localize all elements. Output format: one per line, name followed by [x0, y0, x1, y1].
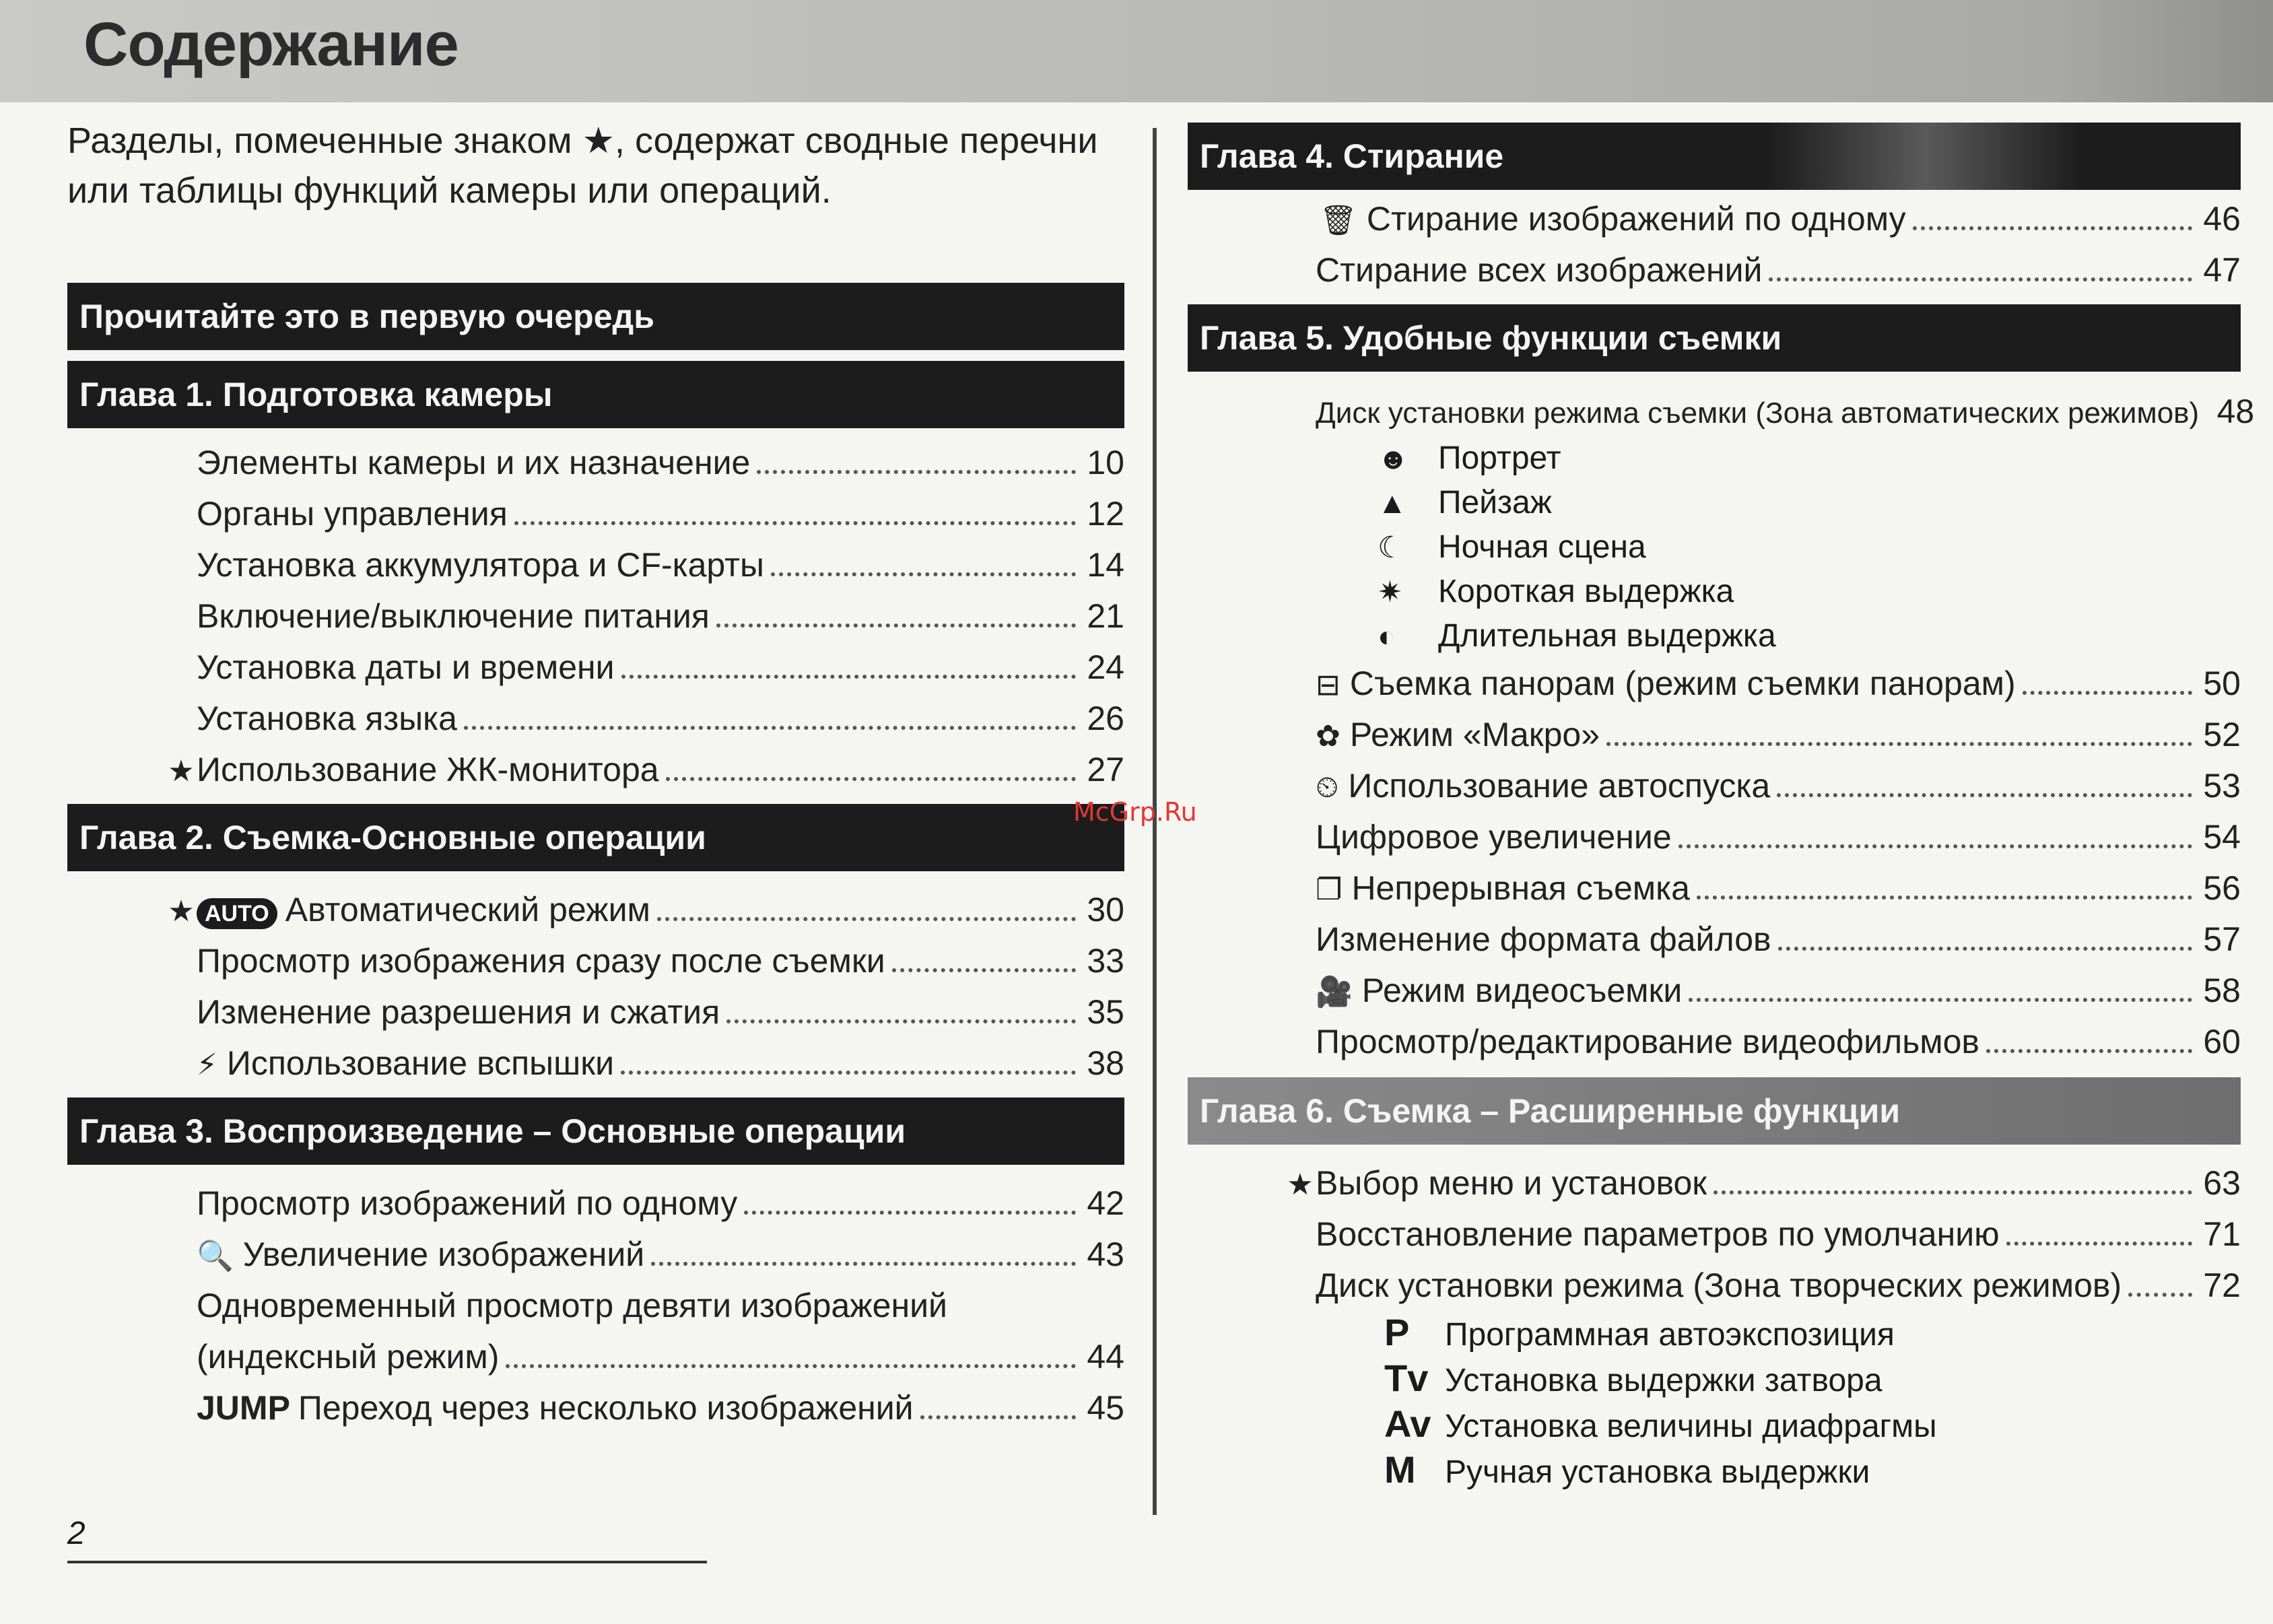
toc-entry[interactable] [1316, 246, 2241, 294]
sub-label: Ночная сцена [1438, 529, 1646, 565]
toc-page: 45 [1087, 1389, 1124, 1427]
toc-page: 10 [1087, 444, 1124, 481]
portrait-icon: ☻ [1378, 442, 1409, 475]
night-scene-icon: ☾ [1378, 531, 1404, 564]
sub-item [1378, 570, 1734, 614]
dot-leader [920, 1415, 1076, 1419]
toc-label: Просмотр/редактирование видеофильмов [1316, 1023, 1979, 1060]
mode-item [1384, 1402, 1937, 1446]
chapter-4-header[interactable]: Глава 4. Стирание [1188, 123, 2241, 190]
dot-leader [1777, 793, 2192, 797]
toc-label: Использование автоспуска [1348, 767, 1771, 805]
program-mode-icon: P [1384, 1311, 1410, 1353]
mode-label: Ручная установка выдержки [1445, 1454, 1870, 1490]
chapter-1-header[interactable]: Глава 1. Подготовка камеры [67, 361, 1124, 428]
toc-label: Одновременный просмотр девяти изображений [197, 1287, 947, 1324]
toc-entry[interactable] [197, 988, 1124, 1036]
toc-entry[interactable] [1320, 195, 2241, 242]
toc-label: Элементы камеры и их назначение [197, 444, 751, 481]
sub-label: Длительная выдержка [1438, 618, 1776, 654]
toc-page: 47 [2203, 251, 2241, 289]
self-timer-icon: ⏲ [1316, 771, 1339, 804]
toc-entry[interactable] [1316, 388, 2255, 435]
toc-entry[interactable] [1316, 1018, 2241, 1065]
dot-leader [651, 1262, 1076, 1266]
toc-label: Органы управления [197, 495, 508, 533]
toc-page: 44 [1087, 1338, 1124, 1376]
toc-entry[interactable] [197, 1333, 1124, 1380]
toc-page: 14 [1087, 546, 1124, 584]
toc-entry[interactable] [1316, 762, 2241, 809]
toc-label: Стирание всех изображений [1316, 251, 1763, 289]
toc-label: Диск установки режима съемки (Зона автоматических режимов) [1316, 397, 2200, 430]
toc-label: Изменение формата файлов [1316, 920, 1771, 958]
toc-page: 26 [1087, 700, 1124, 737]
dot-leader [621, 675, 1076, 679]
toc-entry[interactable] [197, 439, 1124, 486]
toc-page: 27 [1087, 751, 1124, 788]
toc-entry[interactable] [197, 1231, 1124, 1278]
toc-page: 12 [1087, 495, 1124, 533]
mode-label: Программная автоэкспозиция [1445, 1317, 1895, 1353]
continuous-shooting-icon: ❐ [1316, 873, 1343, 906]
landscape-icon: ▲ [1378, 487, 1407, 520]
toc-page: 35 [1087, 993, 1124, 1031]
dot-leader [757, 470, 1076, 474]
toc-entry[interactable] [1316, 916, 2241, 963]
sub-item [1378, 614, 1776, 658]
toc-entry[interactable] [197, 1282, 1124, 1329]
dot-leader [2023, 691, 2192, 695]
toc-label: Увеличение изображений [242, 1236, 645, 1273]
mode-label: Установка выдержки затвора [1445, 1363, 1882, 1398]
dot-leader [1714, 1190, 2192, 1194]
dot-leader [1778, 947, 2192, 951]
toc-label: Изменение разрешения и сжатия [197, 993, 720, 1031]
movie-camera-icon: 🎥 [1316, 976, 1353, 1009]
toc-page: 57 [2203, 920, 2241, 958]
dot-leader [2006, 1242, 2192, 1246]
dot-leader [716, 623, 1076, 628]
toc-label: Автоматический режим [285, 891, 650, 928]
toc-entry[interactable] [197, 541, 1124, 588]
toc-label: Выбор меню и установок [1316, 1164, 1707, 1202]
toc-page: 71 [2203, 1215, 2241, 1253]
toc-label: Стирание изображений по одному [1366, 200, 1906, 238]
toc-entry[interactable] [197, 1384, 1124, 1431]
toc-page: 56 [2203, 869, 2241, 907]
toc-page: 42 [1087, 1184, 1124, 1222]
toc-label: Использование вспышки [226, 1044, 615, 1082]
toc-page: 33 [1087, 942, 1124, 980]
page-title: Содержание [83, 10, 459, 79]
star-marker-icon: ★ [168, 895, 195, 928]
toc-label: Установка даты и времени [197, 648, 615, 686]
toc-entry[interactable] [1316, 967, 2241, 1014]
toc-entry[interactable] [197, 593, 1124, 640]
toc-entry[interactable] [1316, 813, 2241, 860]
toc-page: 30 [1087, 891, 1124, 928]
dot-leader [726, 1019, 1076, 1023]
dot-leader [2128, 1293, 2192, 1297]
toc-page: 38 [1087, 1044, 1124, 1082]
toc-page: 72 [2203, 1266, 2241, 1304]
sub-item [1378, 525, 1646, 570]
manual-mode-icon: M [1384, 1448, 1416, 1491]
toc-entry[interactable] [1316, 865, 2241, 912]
toc-entry[interactable] [197, 937, 1124, 984]
toc-page: 48 [2216, 393, 2255, 430]
toc-label: Установка языка [197, 700, 457, 737]
toc-label: Режим видеосъемки [1361, 972, 1683, 1009]
dot-leader [892, 968, 1076, 972]
dot-leader [514, 521, 1076, 525]
dot-leader [1986, 1049, 2192, 1053]
dot-leader [464, 726, 1076, 730]
toc-label: Переход через несколько изображений [298, 1389, 914, 1427]
toc-entry[interactable] [197, 490, 1124, 537]
mode-item [1384, 1356, 1882, 1400]
star-marker-icon: ★ [168, 755, 195, 788]
toc-label: Просмотр изображения сразу после съемки [197, 942, 885, 980]
macro-flower-icon: ✿ [1316, 720, 1341, 753]
sub-item [1378, 436, 1561, 481]
dot-leader [1689, 998, 2192, 1002]
magnify-icon: 🔍 [197, 1240, 234, 1273]
toc-entry[interactable] [1316, 660, 2241, 707]
sub-item [1378, 481, 1552, 525]
toc-entry[interactable] [197, 1180, 1124, 1227]
toc-page: 50 [2203, 665, 2241, 702]
star-marker-icon: ★ [1287, 1168, 1314, 1201]
dot-leader [1697, 895, 2192, 900]
toc-page: 54 [2203, 818, 2241, 856]
dot-leader [771, 572, 1076, 576]
section-read-first[interactable]: Прочитайте это в первую очередь [67, 283, 1124, 350]
toc-label: (индексный режим) [197, 1338, 500, 1376]
toc-entry[interactable] [1316, 1262, 2241, 1309]
dot-leader [621, 1071, 1076, 1075]
toc-label: Съемка панорам (режим съемки панорам) [1349, 665, 2016, 702]
sub-label: Портрет [1438, 440, 1561, 476]
toc-page: 21 [1087, 597, 1124, 635]
dot-leader [1606, 742, 2192, 746]
chapter-5-header[interactable]: Глава 5. Удобные функции съемки [1188, 304, 2241, 372]
toc-page: 53 [2203, 767, 2241, 805]
dot-leader [666, 777, 1076, 781]
toc-entry[interactable] [1285, 1159, 2241, 1207]
sub-label: Пейзаж [1438, 485, 1552, 520]
fast-shutter-icon: ✷ [1378, 576, 1402, 609]
toc-entry[interactable] [166, 886, 1124, 933]
toc-entry[interactable] [197, 1040, 1124, 1087]
toc-label: Диск установки режима (Зона творческих режимов) [1316, 1266, 2122, 1304]
toc-label: Непрерывная съемка [1351, 869, 1690, 907]
mode-item [1384, 1310, 1895, 1355]
shutter-priority-icon: Tv [1384, 1357, 1429, 1399]
chapter-2-header[interactable]: Глава 2. Съемка-Основные операции [67, 804, 1124, 871]
watermark: McGrp.Ru [1073, 797, 1197, 827]
toc-entry[interactable] [197, 644, 1124, 691]
toc-entry[interactable] [1316, 1211, 2241, 1258]
aperture-priority-icon: Av [1384, 1402, 1431, 1445]
page-number: 2 [67, 1516, 86, 1551]
mode-label: Установка величины диафрагмы [1445, 1409, 1937, 1444]
chapter-6-header[interactable]: Глава 6. Съемка – Расширенные функции [1188, 1077, 2241, 1145]
dot-leader [657, 917, 1076, 921]
footer-rule [67, 1561, 707, 1563]
toc-page: 43 [1087, 1236, 1124, 1273]
toc-page: 46 [2203, 200, 2241, 238]
dot-leader [506, 1364, 1076, 1368]
toc-label: Использование ЖК-монитора [197, 751, 659, 788]
toc-page: 63 [2203, 1164, 2241, 1202]
slow-shutter-icon: ◐ [1378, 620, 1396, 653]
toc-page: 58 [2203, 972, 2241, 1009]
flash-icon: ⚡ [197, 1048, 217, 1081]
toc-entry[interactable] [1316, 711, 2241, 758]
toc-label: Восстановление параметров по умолчанию [1316, 1215, 2000, 1253]
dot-leader [1769, 277, 2192, 281]
toc-label: Установка аккумулятора и CF-карты [197, 546, 764, 584]
panorama-icon: ⊟ [1316, 669, 1341, 702]
toc-page: 52 [2203, 716, 2241, 753]
jump-icon: JUMP [197, 1389, 290, 1427]
toc-page: 24 [1087, 648, 1124, 686]
toc-label: Просмотр изображений по одному [197, 1184, 738, 1222]
toc-label: Режим «Макро» [1349, 716, 1600, 753]
mode-item [1384, 1448, 1870, 1492]
dot-leader [744, 1211, 1076, 1215]
auto-mode-icon: AUTO [197, 898, 277, 929]
toc-entry[interactable] [166, 746, 1124, 793]
intro-text: Разделы, помеченные знаком ★, содержат сводные перечни или таблицы функций камеры или операций. [67, 121, 1098, 211]
dot-leader [1913, 226, 2192, 230]
toc-label: Включение/выключение питания [197, 597, 710, 635]
chapter-3-header[interactable]: Глава 3. Воспроизведение – Основные операции [67, 1097, 1124, 1165]
toc-page: 60 [2203, 1023, 2241, 1060]
dot-leader [1678, 844, 2192, 848]
erase-icon: 🗑 [1320, 204, 1357, 237]
toc-entry[interactable] [197, 695, 1124, 742]
sub-label: Короткая выдержка [1438, 574, 1734, 609]
toc-label: Цифровое увеличение [1316, 818, 1672, 856]
